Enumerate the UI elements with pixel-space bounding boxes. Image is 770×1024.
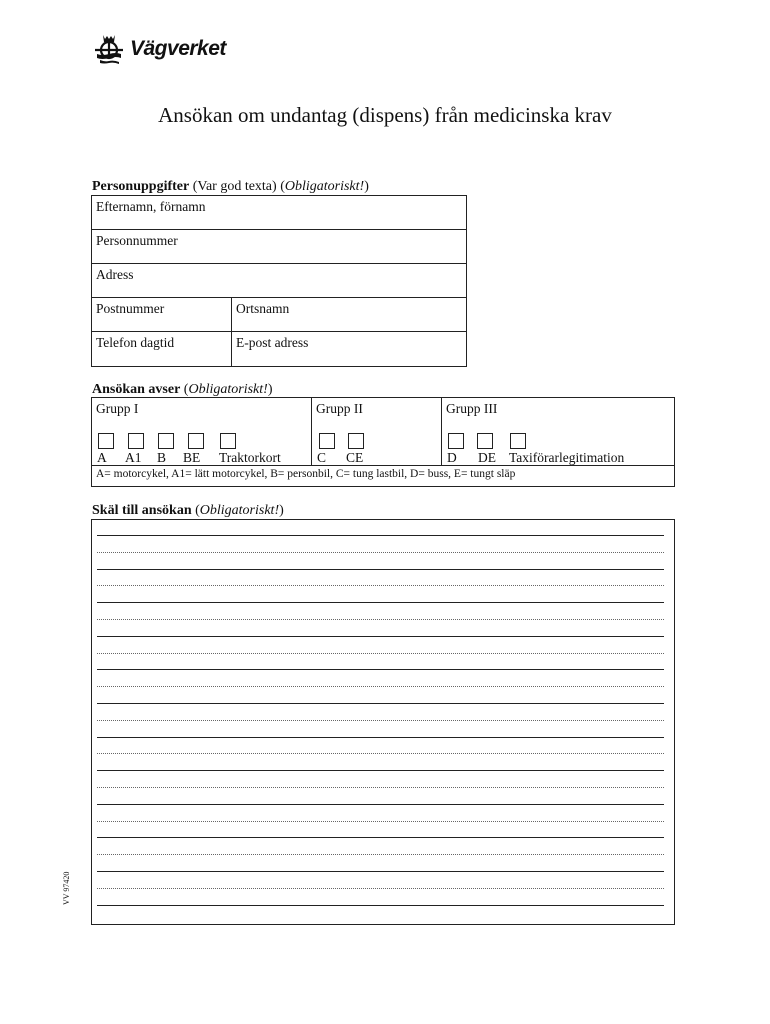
name-field[interactable]: Efternamn, förnamn (96, 199, 206, 214)
writing-line (97, 905, 664, 906)
address-row[interactable] (92, 264, 466, 298)
writing-line (97, 585, 664, 586)
writing-line (97, 636, 664, 637)
checkbox-taxi[interactable] (510, 433, 526, 449)
required-close: ) (267, 382, 273, 397)
required-open: ( (183, 382, 189, 397)
personal-heading: Personuppgifter (92, 179, 190, 194)
checkbox-de[interactable] (477, 433, 493, 449)
writing-line (97, 703, 664, 704)
personal-section-heading (92, 179, 369, 195)
group-2 (312, 398, 442, 465)
group-1-name: Grupp I (96, 401, 139, 416)
writing-line (97, 653, 664, 654)
option-label-taxi: Taxiförarlegitimation (509, 450, 625, 465)
writing-line (97, 854, 664, 855)
postal-row (92, 298, 466, 332)
option-label-c: C (317, 450, 327, 465)
writing-line (97, 686, 664, 687)
brand-name: Vägverket (130, 37, 226, 60)
ortsnamn-field[interactable]: Ortsnamn (236, 301, 290, 316)
personnummer-row[interactable] (92, 230, 466, 264)
reasons-section-heading (92, 503, 284, 519)
writing-line (97, 619, 664, 620)
writing-line (97, 837, 664, 838)
personal-info-table (91, 195, 467, 367)
writing-line (97, 871, 664, 872)
writing-line (97, 602, 664, 603)
license-groups (92, 398, 674, 466)
reasons-box[interactable] (91, 519, 675, 925)
application-heading: Ansökan avser (92, 382, 181, 397)
required-note: Obligatoriskt! (188, 382, 268, 397)
option-label-a: A (97, 450, 107, 465)
reasons-heading: Skäl till ansökan (92, 503, 192, 518)
personnummer-field[interactable]: Personnummer (96, 233, 178, 248)
required-open: ( (280, 179, 285, 194)
option-label-a1: A1 (125, 450, 142, 465)
telefon-field[interactable]: Telefon dagtid (92, 332, 232, 366)
group-3 (442, 398, 674, 465)
address-field[interactable]: Adress (96, 267, 134, 282)
required-close: ) (364, 179, 369, 194)
form-title: Ansökan om undantag (dispens) från medicinska krav (158, 103, 612, 127)
group-3-name: Grupp III (446, 401, 498, 416)
writing-line (97, 753, 664, 754)
writing-line (97, 737, 664, 738)
checkbox-be[interactable] (188, 433, 204, 449)
checkbox-a[interactable] (98, 433, 114, 449)
required-note: Obligatoriskt! (284, 179, 365, 194)
writing-line (97, 888, 664, 889)
name-row[interactable] (92, 196, 466, 230)
option-label-d: D (447, 450, 457, 465)
checkbox-c[interactable] (319, 433, 335, 449)
checkbox-ce[interactable] (348, 433, 364, 449)
writing-line (97, 804, 664, 805)
writing-line (97, 821, 664, 822)
required-open: ( (195, 503, 200, 518)
option-label-be: BE (183, 450, 201, 465)
group-1 (92, 398, 312, 465)
option-label-de: DE (478, 450, 496, 465)
form-code: VV 97420 (62, 871, 71, 905)
category-legend: A= motorcykel, A1= lätt motorcykel, B= personbil, C= tung lastbil, D= buss, E= tungt släp (96, 468, 516, 480)
brand-logo (92, 32, 226, 66)
required-close: ) (279, 503, 284, 518)
application-section-heading (92, 382, 272, 398)
option-label-ce: CE (346, 450, 364, 465)
required-note: Obligatoriskt! (199, 503, 280, 518)
writing-line (97, 770, 664, 771)
writing-line (97, 552, 664, 553)
contact-row (92, 332, 466, 366)
crowned-emblem-icon (92, 32, 126, 66)
epost-field[interactable]: E-post adress (236, 335, 309, 350)
postnummer-field[interactable]: Postnummer (92, 298, 232, 331)
writing-line (97, 569, 664, 570)
writing-line (97, 787, 664, 788)
checkbox-d[interactable] (448, 433, 464, 449)
checkbox-traktorkort[interactable] (220, 433, 236, 449)
personal-heading-note: (Var god texta) (192, 179, 277, 194)
application-table (91, 397, 675, 487)
option-label-traktorkort: Traktorkort (219, 450, 281, 465)
option-label-b: B (157, 450, 167, 465)
writing-line (97, 669, 664, 670)
group-2-name: Grupp II (316, 401, 363, 416)
writing-line (97, 720, 664, 721)
checkbox-a1[interactable] (128, 433, 144, 449)
writing-line (97, 535, 664, 536)
checkbox-b[interactable] (158, 433, 174, 449)
